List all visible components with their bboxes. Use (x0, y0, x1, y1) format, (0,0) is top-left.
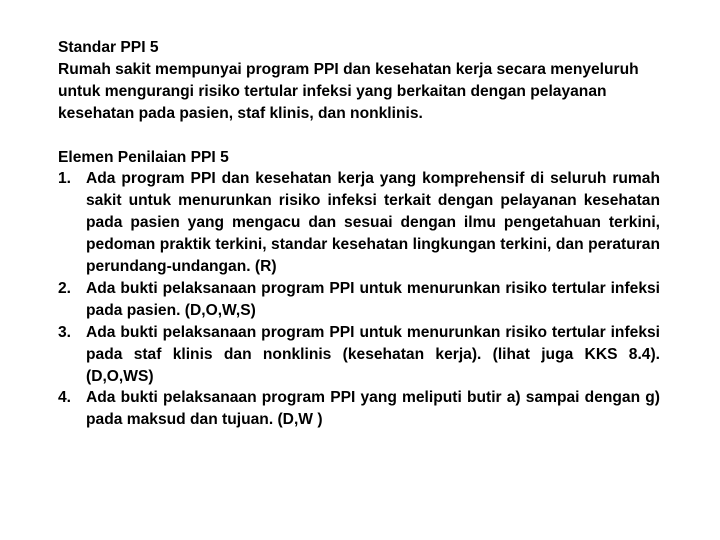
standard-title: Standar PPI 5 (58, 39, 159, 56)
list-item (58, 387, 660, 431)
document-page (58, 37, 660, 431)
list-item (58, 322, 660, 388)
elements-list (58, 168, 660, 431)
item-text: Ada bukti pelaksanaan program PPI yang meliputi butir a) sampai dengan g) pada maksud dan tujuan. (D,W ) (86, 389, 660, 429)
elements-heading: Elemen Penilaian PPI 5 (58, 148, 229, 166)
item-number: 2. (58, 279, 72, 297)
item-text: Ada bukti pelaksanaan program PPI untuk menurunkan risiko tertular infeksi pada pasien. (D,O,W,S) (86, 279, 660, 319)
list-item (58, 278, 660, 322)
item-number: 1. (58, 170, 72, 188)
item-number: 4. (58, 389, 72, 407)
item-text: Ada program PPI dan kesehatan kerja yang komprehensif di seluruh rumah sakit untuk menurunkan risiko infeksi terkait dengan pelayanan kesehatan pada pasien yang mengacu dan sesuai dengan ilmu pengetahuan terkini, pedoman praktik terkini, standar kesehatan lingkungan terkini, dan peraturan perundang-undangan. (R) (86, 170, 660, 276)
standard-text: Rumah sakit mempunyai program PPI dan kesehatan kerja secara menyeluruh untuk mengurangi risiko tertular infeksi yang berkaitan dengan pelayanan kesehatan pada pasien, staf klinis, dan nonklinis. (58, 60, 639, 122)
item-number: 3. (58, 323, 72, 341)
list-item (58, 168, 660, 278)
item-text: Ada bukti pelaksanaan program PPI untuk menurunkan risiko tertular infeksi pada staf klinis dan nonklinis (kesehatan kerja). (lihat juga KKS 8.4). (D,O,WS) (86, 323, 660, 385)
section-gap (58, 125, 660, 147)
